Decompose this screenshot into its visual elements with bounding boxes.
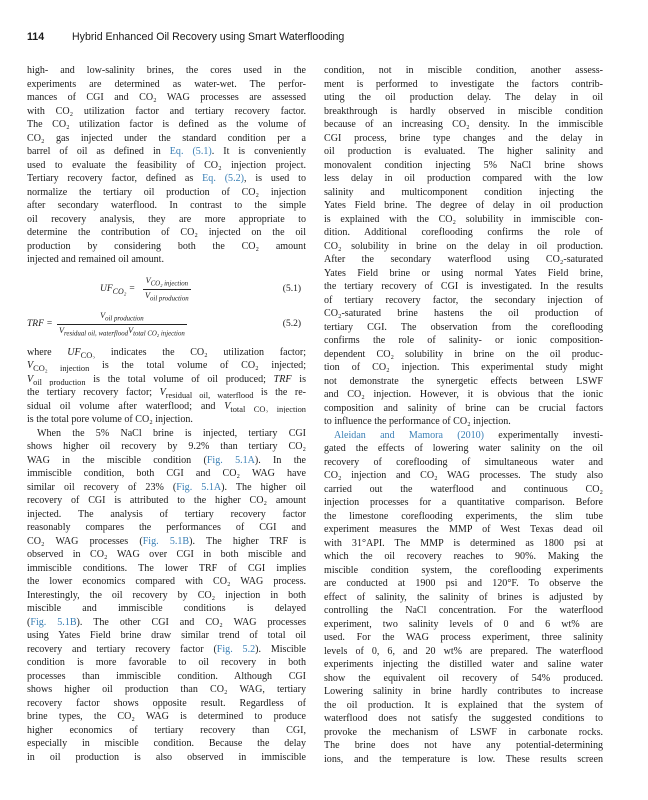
text-line: $V_{CO_2 injection}$ is the total volume of CO₂ injected; — [27, 360, 306, 373]
text-line: dependent CO₂ solubility in brine on the oil produc- — [324, 348, 603, 360]
text-line: the oil production. It is explained that the system of — [324, 699, 603, 711]
text-line: The CO₂ utilization factor is defined as the volume of — [27, 119, 306, 130]
book-title: Hybrid Enhanced Oil Recovery using Smart Waterflooding — [72, 31, 345, 43]
text-line: confirms the role of salinity- or ionic composition- — [324, 335, 603, 346]
text-line: especially in miscible condition. Because the delay — [27, 738, 306, 749]
text-line: normalize the tertiary oil production of CO₂ injection — [27, 186, 306, 198]
text-line: shows higher oil recovery by 9.2% than tertiary CO₂ — [27, 441, 306, 452]
text-line: dition. Additional coreflooding confirms the role of — [324, 227, 603, 238]
text-line: Interestingly, the oil recovery by CO₂ injection in both — [27, 589, 306, 601]
text-line: are conducted at 1900 psi and 120°F. To observe the — [324, 578, 603, 589]
text-line: the tertiary recovery factor; $V_{residual oil, waterflood}$ is the re- — [27, 387, 306, 400]
text-line: CO₂ gas injected under the standard condition per a — [27, 132, 306, 144]
text-line: experiment, two salinity levels of 0 and 6 wt% are — [324, 618, 603, 630]
text-line: less delay in oil production compared with the low — [324, 173, 603, 184]
text-line: (Fig. 5.1B). The other CGI and CO₂ WAG processes — [27, 616, 306, 628]
eq2-fraction — [57, 310, 187, 340]
eq1-fraction — [143, 275, 191, 305]
text-line: shows higher oil production than CO₂ WAG, tertiary — [27, 684, 306, 695]
text-line: CO₂ WAG processes (Fig. 5.1B). The higher TRF is — [27, 535, 306, 547]
text-line: After the secondary waterflood using CO₂-saturated — [324, 254, 603, 265]
text-line: carried out the waterflood and continuous CO₂ — [324, 483, 603, 495]
text-line: gated the effects of lowering water salinity on the oil — [324, 443, 603, 454]
text-line: is the total pore volume of CO₂ injection. — [27, 414, 193, 425]
text-line: which the oil recovery reaches to 90%. Making the — [324, 551, 603, 562]
text-line: miscible condition system, the coreflooding experiments — [324, 564, 603, 576]
equation-5-1 — [27, 275, 306, 305]
text-line: ions, and the temperature is low. These results screen — [324, 753, 603, 765]
eq2-label: (5.2) — [282, 318, 301, 329]
text-line: salinity and multicomponent condition injecting the — [324, 186, 603, 198]
text-line: recovery and tertiary recovery factor (Fig. 5.2). Miscible — [27, 643, 306, 655]
text-line: Yates Field brine or using normal Yates Field brine, — [324, 267, 603, 279]
eq1-lhs: $UF_{CO_2}$ = — [100, 283, 136, 296]
left-column — [27, 64, 306, 764]
text-line: the limestone coreflooding experiments, the slim tube — [324, 510, 603, 522]
text-line: is explained with the CO₂ solubility in immiscible con- — [324, 213, 603, 225]
text-line: not demonstrate the synergetic effects between LSWF — [324, 375, 603, 387]
text-line: higher economics of tertiary recovery than CGI, — [27, 724, 306, 736]
text-line: breakthrough is hardly observed in miscible condition — [324, 105, 603, 117]
text-line: to influence the performance of CO₂ injection. — [324, 416, 511, 427]
text-line: oil recovery analysis, they are more appropriate to — [27, 213, 306, 225]
text-line: with CO₂ utilization factor and tertiary recovery factor. — [27, 105, 306, 117]
text-line: Yates Field brine. The degree of delay in oil production — [324, 200, 603, 211]
page-number: 114 — [27, 31, 45, 43]
text-line: because of an increasing CO₂ density. In the immiscible — [324, 119, 603, 130]
running-header — [27, 31, 627, 47]
text-line: oil production is evaluated. The higher salinity and — [324, 146, 603, 157]
text-line: production by considering both the CO₂ amount — [27, 240, 306, 252]
text-line: CO₂ solubility in brine on the delay in oil production. — [324, 240, 603, 252]
text-line: barrel of oil as defined in Eq. (5.1). It is conveniently — [27, 146, 306, 157]
text-line: condition, not in miscible condition, another assess- — [324, 65, 603, 76]
text-line: immiscible condition, both CGI and CO₂ WAG have — [27, 468, 306, 479]
paragraph-4 — [324, 64, 603, 429]
text-line: where $UF_{CO_2}$ indicates the CO₂ utilization factor; — [27, 346, 306, 359]
text-line: $V_{oil production}$ is the total volume of oil produced; TRF is — [27, 373, 306, 386]
text-line: Tertiary recovery factor, defined as Eq. (5.2), is used to — [27, 173, 306, 184]
text-line: after secondary waterflood. In contrast to the simple — [27, 200, 306, 211]
text-line: miscible and immiscible conditions is delayed — [27, 603, 306, 614]
text-line: using Yates Field brine draw similar trend of total oil — [27, 630, 306, 641]
text-line: experiments are determined as water-wet. The perfor- — [27, 78, 306, 90]
eq2-denominator: $V_{residual oil, waterflood}V_{total CO_2 injection}$ — [59, 326, 185, 338]
text-line: condition is more favorable to oil recovery in both — [27, 657, 306, 668]
text-line: Aleidan and Mamora (2010) experimentally investi- — [334, 429, 603, 441]
text-line: provoke the mechanism of LSWF in carbonate rocks. — [324, 726, 603, 738]
paragraph-2 — [27, 346, 306, 427]
text-line: waterflood does not satisfy the suggested conditions to — [324, 713, 603, 724]
text-line: sidual oil volume after waterflood; and $V_{total CO_2 injection}$ — [27, 400, 306, 413]
text-line: and CO₂ injection. However, it is obvious that the ionic — [324, 389, 603, 400]
text-line: uting the oil production delay. The delay in oil — [324, 92, 603, 103]
text-line: The brine does not have any potential-determining — [324, 740, 603, 751]
eq2-lhs: TRF = — [27, 318, 53, 329]
text-line: experiments injecting the distilled water and saline water — [324, 659, 603, 670]
text-line: the tertiary recovery of CGI is investigated. In the results — [324, 281, 603, 292]
text-line: processes than immiscible condition. Although CGI — [27, 670, 306, 682]
text-line: injected and remained oil amount. — [27, 254, 164, 265]
text-line: When the 5% NaCl brine is injected, tertiary CGI — [37, 427, 306, 439]
text-line: immiscible conditions. The lower TRF of CGI implies — [27, 562, 306, 574]
text-line: controlling the NaCl concentration. For the waterflood — [324, 605, 603, 616]
paragraph-5 — [324, 429, 603, 767]
text-line: reasonably compares the performances of CGI and — [27, 522, 306, 533]
eq2-numerator: $V_{oil production}$ — [57, 310, 187, 326]
paragraph-1 — [27, 64, 306, 267]
text-line: of tertiary recovery factor, the secondary injection of — [324, 294, 603, 306]
text-line: experiment measures the MMP of West Texas dead oil — [324, 524, 603, 535]
equation-5-2 — [27, 310, 306, 340]
text-line: show the equivalent oil recovery of 54% produced. — [324, 672, 603, 684]
text-line: tertiary CGI. The observation from the coreflooding — [324, 321, 603, 333]
text-line: monovalent condition injecting 5% NaCl brine shows — [324, 159, 603, 171]
eq1-numerator: $V_{CO_2 injection}$ — [143, 275, 191, 291]
eq1-label: (5.1) — [282, 283, 301, 294]
text-line: used. For the WAG process experiment, three salinity — [324, 632, 603, 643]
text-line: similar oil recovery of 23% (Fig. 5.1A). The higher oil — [27, 481, 306, 493]
text-line: in oil production is also observed in immiscible — [27, 751, 306, 763]
text-line: recovery of CGI is attributed to the higher CO₂ amount — [27, 495, 306, 506]
text-line: WAG in the miscible condition (Fig. 5.1A). In the — [27, 454, 306, 466]
text-line: determine the contribution of CO₂ injected on the oil — [27, 227, 306, 238]
text-line: recovery factor shows opposite result. Regardless of — [27, 697, 306, 709]
text-line: used to evaluate the feasibility of CO₂ injection project. — [27, 159, 306, 171]
text-line: injected. The analysis of tertiary recovery factor — [27, 508, 306, 520]
text-line: injection processes for a quantitative comparison. Before — [324, 497, 603, 508]
eq1-denominator: $V_{oil production}$ — [145, 291, 189, 303]
text-line: CGI process, brine type changes and the delay in — [324, 132, 603, 144]
text-line: CO₂-saturated brine hastens the oil production of — [324, 308, 603, 319]
text-line: high- and low-salinity brines, the cores used in the — [27, 65, 306, 76]
text-line: brine types, the CO₂ WAG is determined to produce — [27, 711, 306, 722]
text-line: observed in CO₂ WAG over CGI in both miscible and — [27, 549, 306, 560]
right-column — [324, 64, 603, 766]
text-line: ment is performed to investigate the factors contrib- — [324, 78, 603, 90]
text-line: effect of salinity, the salinity of brines is adjusted by — [324, 591, 603, 603]
text-line: the lower economics compared with CO₂ WAG process. — [27, 576, 306, 587]
paragraph-3 — [27, 427, 306, 765]
text-line: recovery of coreflooding of simultaneous water and — [324, 456, 603, 468]
text-line: composition and salinity of brine can be crucial factors — [324, 402, 603, 414]
text-line: mances of CGI and CO₂ WAG processes are assessed — [27, 92, 306, 103]
text-line: Lowering salinity in brine hardly contributes to increase — [324, 686, 603, 697]
text-line: levels of 0, 6, and 20 wt% are prepared. The waterflood — [324, 645, 603, 657]
text-line: with 31°API. The MMP is determined as 1800 psi at — [324, 537, 603, 549]
text-line: CO₂ injection and CO₂ WAG processes. The study also — [324, 470, 603, 481]
text-line: tion of CO₂ injection. This experimental study might — [324, 362, 603, 373]
